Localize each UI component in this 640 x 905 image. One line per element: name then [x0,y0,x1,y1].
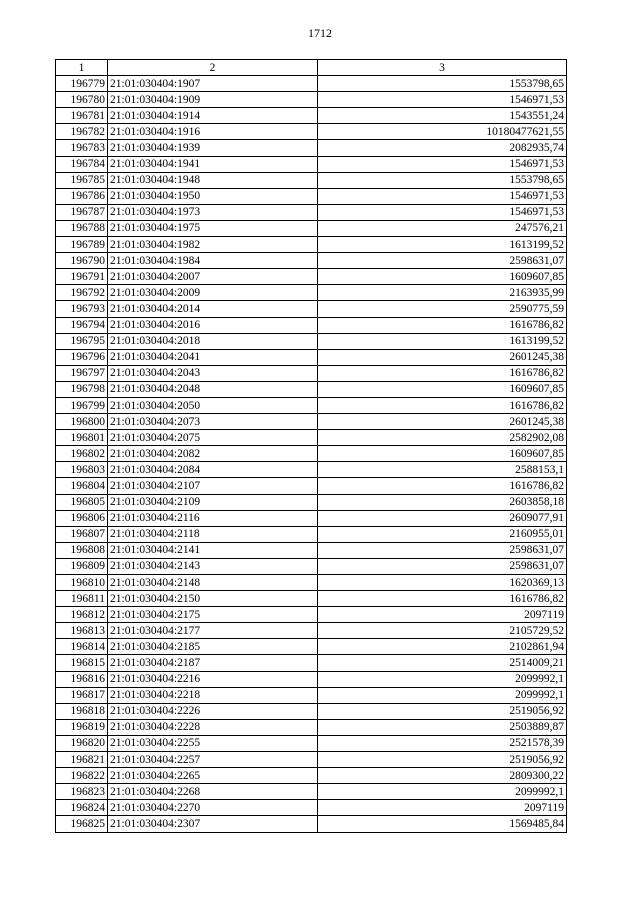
row-number-cell: 196805 [56,494,108,510]
cadastral-number-cell: 21:01:030404:2073 [108,414,318,430]
value-cell: 1543551,24 [318,108,567,124]
value-cell: 2603858,18 [318,494,567,510]
value-cell: 2097119 [318,800,567,816]
value-cell: 1553798,65 [318,76,567,92]
cadastral-number-cell: 21:01:030404:2050 [108,397,318,413]
row-number-cell: 196818 [56,703,108,719]
table-row [56,591,567,607]
table-row [56,188,567,204]
table-row [56,558,567,574]
cadastral-number-cell: 21:01:030404:1982 [108,237,318,253]
row-number-cell: 196823 [56,784,108,800]
cadastral-number-cell: 21:01:030404:2118 [108,526,318,542]
cadastral-number-cell: 21:01:030404:2175 [108,607,318,623]
cadastral-number-cell: 21:01:030404:2226 [108,703,318,719]
table-row [56,140,567,156]
cadastral-number-cell: 21:01:030404:1975 [108,220,318,236]
cadastral-number-cell: 21:01:030404:2218 [108,687,318,703]
value-cell: 2809300,22 [318,768,567,784]
table-row [56,623,567,639]
value-cell: 1616786,82 [318,591,567,607]
row-number-cell: 196798 [56,381,108,397]
value-cell: 1546971,53 [318,156,567,172]
table-row [56,301,567,317]
row-number-cell: 196786 [56,188,108,204]
table-row [56,381,567,397]
cadastral-number-cell: 21:01:030404:2007 [108,269,318,285]
table-row [56,542,567,558]
row-number-cell: 196803 [56,462,108,478]
table-row [56,494,567,510]
table-row [56,204,567,220]
table-row [56,220,567,236]
value-cell: 2102861,94 [318,639,567,655]
value-cell: 2598631,07 [318,253,567,269]
row-number-cell: 196813 [56,623,108,639]
table-row [56,365,567,381]
cadastral-number-cell: 21:01:030404:2084 [108,462,318,478]
value-cell: 2519056,92 [318,752,567,768]
row-number-cell: 196782 [56,124,108,140]
row-number-cell: 196822 [56,768,108,784]
table-row [56,752,567,768]
value-cell: 2105729,52 [318,623,567,639]
table-row [56,575,567,591]
row-number-cell: 196811 [56,591,108,607]
row-number-cell: 196791 [56,269,108,285]
value-cell: 2601245,38 [318,414,567,430]
value-cell: 1569485,84 [318,816,567,832]
row-number-cell: 196819 [56,719,108,735]
row-number-cell: 196806 [56,510,108,526]
cadastral-number-cell: 21:01:030404:2082 [108,446,318,462]
row-number-cell: 196783 [56,140,108,156]
value-cell: 1616786,82 [318,397,567,413]
table-row [56,687,567,703]
cadastral-number-cell: 21:01:030404:1914 [108,108,318,124]
value-cell: 1546971,53 [318,204,567,220]
row-number-cell: 196797 [56,365,108,381]
table-row [56,784,567,800]
row-number-cell: 196790 [56,253,108,269]
table-row [56,816,567,832]
table-row [56,76,567,92]
value-cell: 2598631,07 [318,558,567,574]
cadastral-number-cell: 21:01:030404:1984 [108,253,318,269]
table-row [56,446,567,462]
row-number-cell: 196796 [56,349,108,365]
cadastral-number-cell: 21:01:030404:2270 [108,800,318,816]
value-cell: 2099992,1 [318,784,567,800]
value-cell: 1616786,82 [318,478,567,494]
cadastral-number-cell: 21:01:030404:2216 [108,671,318,687]
value-cell: 1546971,53 [318,188,567,204]
table-row [56,333,567,349]
table-row [56,253,567,269]
value-cell: 2601245,38 [318,349,567,365]
cadastral-number-cell: 21:01:030404:2185 [108,639,318,655]
table-row [56,719,567,735]
value-cell: 1616786,82 [318,317,567,333]
cadastral-number-cell: 21:01:030404:2268 [108,784,318,800]
cadastral-number-cell: 21:01:030404:1973 [108,204,318,220]
value-cell: 2160955,01 [318,526,567,542]
value-cell: 2099992,1 [318,671,567,687]
row-number-cell: 196825 [56,816,108,832]
table-row [56,317,567,333]
cadastral-number-cell: 21:01:030404:2107 [108,478,318,494]
cadastral-number-cell: 21:01:030404:1916 [108,124,318,140]
value-cell: 2082935,74 [318,140,567,156]
data-table [55,59,567,833]
row-number-cell: 196808 [56,542,108,558]
table-row [56,172,567,188]
value-cell: 1616786,82 [318,365,567,381]
table-row [56,671,567,687]
value-cell: 10180477621,55 [318,124,567,140]
cadastral-number-cell: 21:01:030404:2265 [108,768,318,784]
table-row [56,800,567,816]
row-number-cell: 196802 [56,446,108,462]
cadastral-number-cell: 21:01:030404:1907 [108,76,318,92]
row-number-cell: 196815 [56,655,108,671]
value-cell: 2163935,99 [318,285,567,301]
row-number-cell: 196779 [56,76,108,92]
table-row [56,639,567,655]
value-cell: 247576,21 [318,220,567,236]
table-row [56,462,567,478]
value-cell: 1609607,85 [318,446,567,462]
cadastral-number-cell: 21:01:030404:1909 [108,92,318,108]
row-number-cell: 196799 [56,397,108,413]
table-row [56,414,567,430]
cadastral-number-cell: 21:01:030404:2016 [108,317,318,333]
cadastral-number-cell: 21:01:030404:2109 [108,494,318,510]
column-header-1: 1 [56,60,108,76]
row-number-cell: 196795 [56,333,108,349]
table-row [56,269,567,285]
table-row [56,349,567,365]
value-cell: 1546971,53 [318,92,567,108]
cadastral-number-cell: 21:01:030404:2307 [108,816,318,832]
cadastral-number-cell: 21:01:030404:2150 [108,591,318,607]
row-number-cell: 196804 [56,478,108,494]
value-cell: 2598631,07 [318,542,567,558]
value-cell: 1609607,85 [318,269,567,285]
row-number-cell: 196780 [56,92,108,108]
cadastral-number-cell: 21:01:030404:2041 [108,349,318,365]
cadastral-number-cell: 21:01:030404:1939 [108,140,318,156]
table-row [56,430,567,446]
page-number: 1712 [308,26,332,40]
table-row [56,735,567,751]
row-number-cell: 196814 [56,639,108,655]
row-number-cell: 196810 [56,575,108,591]
row-number-cell: 196812 [56,607,108,623]
cadastral-number-cell: 21:01:030404:2043 [108,365,318,381]
row-number-cell: 196817 [56,687,108,703]
row-number-cell: 196784 [56,156,108,172]
cadastral-number-cell: 21:01:030404:2014 [108,301,318,317]
row-number-cell: 196785 [56,172,108,188]
table-header-row [56,60,567,76]
value-cell: 2514009,21 [318,655,567,671]
row-number-cell: 196824 [56,800,108,816]
value-cell: 2609077,91 [318,510,567,526]
table-row [56,124,567,140]
table-row [56,768,567,784]
row-number-cell: 196816 [56,671,108,687]
table-row [56,156,567,172]
value-cell: 2521578,39 [318,735,567,751]
cadastral-number-cell: 21:01:030404:2177 [108,623,318,639]
cadastral-number-cell: 21:01:030404:2009 [108,285,318,301]
row-number-cell: 196789 [56,237,108,253]
cadastral-number-cell: 21:01:030404:1941 [108,156,318,172]
value-cell: 1609607,85 [318,381,567,397]
row-number-cell: 196800 [56,414,108,430]
column-header-3: 3 [318,60,567,76]
table-row [56,397,567,413]
row-number-cell: 196801 [56,430,108,446]
value-cell: 2519056,92 [318,703,567,719]
row-number-cell: 196787 [56,204,108,220]
row-number-cell: 196794 [56,317,108,333]
cadastral-number-cell: 21:01:030404:2148 [108,575,318,591]
row-number-cell: 196781 [56,108,108,124]
value-cell: 2099992,1 [318,687,567,703]
cadastral-number-cell: 21:01:030404:2255 [108,735,318,751]
row-number-cell: 196793 [56,301,108,317]
cadastral-number-cell: 21:01:030404:1950 [108,188,318,204]
table-row [56,108,567,124]
table-row [56,237,567,253]
value-cell: 1620369,13 [318,575,567,591]
cadastral-number-cell: 21:01:030404:2228 [108,719,318,735]
row-number-cell: 196820 [56,735,108,751]
value-cell: 2590775,59 [318,301,567,317]
cadastral-number-cell: 21:01:030404:2018 [108,333,318,349]
table-row [56,92,567,108]
row-number-cell: 196788 [56,220,108,236]
value-cell: 2097119 [318,607,567,623]
cadastral-number-cell: 21:01:030404:2257 [108,752,318,768]
cadastral-number-cell: 21:01:030404:1948 [108,172,318,188]
table-row [56,607,567,623]
column-header-2: 2 [108,60,318,76]
row-number-cell: 196792 [56,285,108,301]
value-cell: 1613199,52 [318,237,567,253]
row-number-cell: 196821 [56,752,108,768]
cadastral-number-cell: 21:01:030404:2143 [108,558,318,574]
value-cell: 2582902,08 [318,430,567,446]
table-row [56,478,567,494]
table-row [56,703,567,719]
cadastral-number-cell: 21:01:030404:2116 [108,510,318,526]
cadastral-number-cell: 21:01:030404:2075 [108,430,318,446]
table-row [56,285,567,301]
table-row [56,510,567,526]
row-number-cell: 196809 [56,558,108,574]
table-row [56,655,567,671]
cadastral-number-cell: 21:01:030404:2048 [108,381,318,397]
value-cell: 2588153,1 [318,462,567,478]
value-cell: 1553798,65 [318,172,567,188]
table-row [56,526,567,542]
value-cell: 1613199,52 [318,333,567,349]
row-number-cell: 196807 [56,526,108,542]
cadastral-number-cell: 21:01:030404:2141 [108,542,318,558]
value-cell: 2503889,87 [318,719,567,735]
cadastral-number-cell: 21:01:030404:2187 [108,655,318,671]
